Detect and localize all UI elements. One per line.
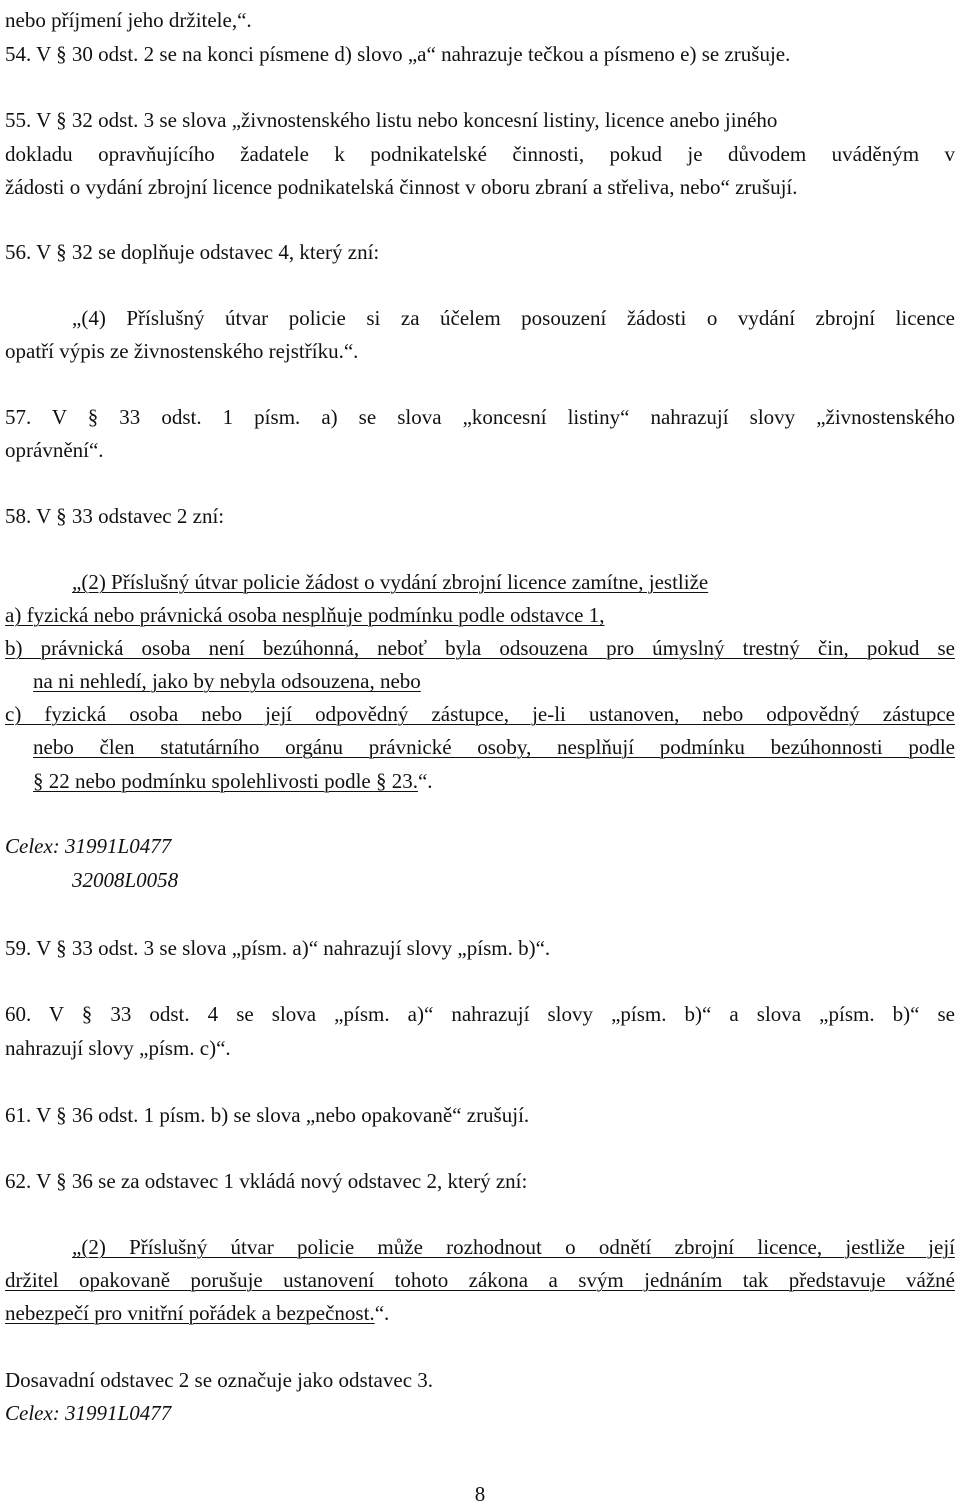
celex-reference: Celex: 31991L0477 <box>5 1401 172 1425</box>
text-line: opatří výpis ze živnostenského rejstříku.“. <box>5 339 359 363</box>
quoted-paragraph: „(4) Příslušný útvar policie si za účelem posouzení žádosti o vydání zbrojní licence <box>72 306 955 330</box>
amendment-62: 62. V § 36 se za odstavec 1 vkládá nový odstavec 2, který zní: <box>5 1169 528 1193</box>
text-line: na ni nehledí, jako by nebyla odsouzena, nebo <box>33 669 421 693</box>
text-line: nahrazují slovy „písm. c)“. <box>5 1036 231 1060</box>
amendment-57: 57. V § 33 odst. 1 písm. a) se slova „koncesní listiny“ nahrazují slovy „živnostenského <box>5 405 955 429</box>
celex-reference: 32008L0058 <box>72 868 179 892</box>
quoted-paragraph: „(2) Příslušný útvar policie žádost o vydání zbrojní licence zamítne, jestliže <box>72 570 709 594</box>
text-line: nebo člen statutárního orgánu právnické osoby, nesplňují podmínku bezúhonnosti podle <box>33 735 955 759</box>
page-number: 8 <box>474 1482 486 1506</box>
text-line: Dosavadní odstavec 2 se označuje jako odstavec 3. <box>5 1368 434 1392</box>
list-item-a: a) fyzická nebo právnická osoba nesplňuje podmínku podle odstavce 1, <box>5 603 605 627</box>
amendment-61: 61. V § 36 odst. 1 písm. b) se slova „nebo opakovaně“ zrušují. <box>5 1103 530 1127</box>
closing-quote: “. <box>374 1301 390 1325</box>
amendment-55: 55. V § 32 odst. 3 se slova „živnostenského listu nebo koncesní listiny, licence anebo jiného <box>5 108 778 132</box>
text-line: dokladu opravňujícího žadatele k podnikatelské činnosti, pokud je důvodem uváděným v <box>5 142 955 166</box>
amendment-56: 56. V § 32 se doplňuje odstavec 4, který zní: <box>5 240 380 264</box>
text-line: oprávnění“. <box>5 438 104 462</box>
underlined-text: nebezpečí pro vnitřní pořádek a bezpečnost. <box>5 1301 375 1325</box>
quoted-paragraph: „(2) Příslušný útvar policie může rozhodnout o odnětí zbrojní licence, jestliže její <box>72 1235 955 1259</box>
amendment-54: 54. V § 30 odst. 2 se na konci písmene d) slovo „a“ nahrazuje tečkou a písmeno e) se zrušuje. <box>5 42 791 66</box>
amendment-60: 60. V § 33 odst. 4 se slova „písm. a)“ nahrazují slovy „písm. b)“ a slova „písm. b)“ se <box>5 1002 955 1026</box>
text-line: držitel opakovaně porušuje ustanovení tohoto zákona a svým jednáním tak představuje vážné <box>5 1268 955 1292</box>
text-line: žádosti o vydání zbrojní licence podnikatelská činnost v oboru zbraní a střeliva, nebo“ zrušují. <box>5 175 798 199</box>
amendment-58: 58. V § 33 odstavec 2 zní: <box>5 504 225 528</box>
text-line <box>33 767 433 795</box>
text-line <box>5 1299 389 1327</box>
celex-reference: Celex: 31991L0477 <box>5 834 172 858</box>
amendment-59: 59. V § 33 odst. 3 se slova „písm. a)“ nahrazují slovy „písm. b)“. <box>5 936 551 960</box>
list-item-b: b) právnická osoba není bezúhonná, neboť byla odsouzena pro úmyslný trestný čin, pokud se <box>5 636 955 660</box>
text-line: nebo příjmení jeho držitele,“. <box>5 8 252 32</box>
underlined-text: § 22 nebo podmínku spolehlivosti podle § 23. <box>33 769 418 793</box>
list-item-c: c) fyzická osoba nebo její odpovědný zástupce, je-li ustanoven, nebo odpovědný zástupce <box>5 702 955 726</box>
closing-quote: “. <box>417 769 433 793</box>
